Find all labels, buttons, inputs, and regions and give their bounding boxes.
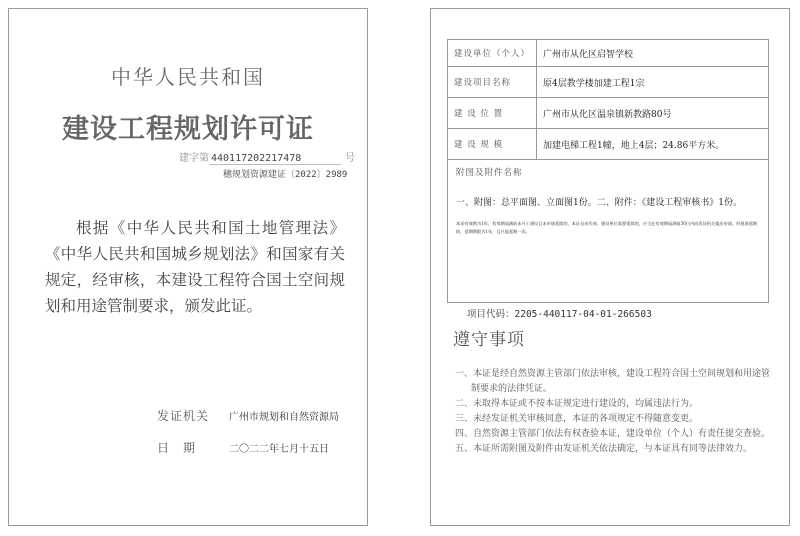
row-value: 原4层教学楼加建工程1宗 — [537, 67, 769, 98]
date-label: 日期 — [157, 441, 210, 455]
project-code-label: 项目代码： — [467, 309, 515, 320]
issue-date: 二〇二二年七月十五日 — [229, 444, 329, 455]
attachments-label: 附图及附件名称 — [456, 168, 523, 178]
number-suffix: 号 — [345, 153, 355, 164]
permit-cover-page — [8, 8, 368, 526]
issuer-label: 发证机关 — [157, 409, 210, 423]
notice-title: 遵守事项 — [453, 330, 525, 350]
declaration-text: 根据《中华人民共和国土地管理法》《中华人民共和国城乡规划法》和国家有关规定，经审核，本建设工程符合国土空间规划和用途管制要求，颁发此证。 — [45, 219, 345, 315]
attachments-cell — [448, 160, 769, 303]
row-value: 广州市从化区启智学校 — [537, 40, 769, 67]
project-info-table — [447, 39, 769, 303]
permit-detail-page — [430, 8, 790, 526]
table-row — [448, 67, 769, 98]
number-prefix: 建字第 — [179, 153, 209, 164]
attachments-note: 本证有效期为1年，有效期届满前未开工建设且未申请延续的，本证自动失效。建设单位需要延续的，应当在有效期届满前30日内向发证机关提出申请。经批准延期的，延期期限为1年，且只能延期一次。 — [456, 221, 758, 234]
list-item: 三、未经发证机关审核同意，本证的各项规定不得随意变更。 — [455, 414, 699, 424]
certificate-title: 建设工程规划许可证 — [62, 114, 314, 145]
list-item: 四、自然资源主管部门依法有权查验本证，建设单位（个人）有责任提交查验。 — [455, 429, 771, 439]
notice-rules-list — [455, 367, 771, 457]
attachments-text: 一、附图：总平面图、立面图1份。二、附件：《建设工程审核书》1份。 — [456, 198, 742, 208]
table-row — [448, 129, 769, 160]
row-value: 加建电梯工程1幢，地上4层；24.86平方米。 — [537, 129, 769, 160]
project-code-line — [467, 306, 652, 320]
table-row — [448, 98, 769, 129]
certificate-reference: 穗规划资源建证〔2022〕2989 — [223, 170, 348, 180]
row-label: 建 设 位 置 — [448, 98, 537, 129]
row-label: 建设单位（个人） — [448, 40, 537, 67]
row-label: 建设项目名称 — [448, 67, 537, 98]
country-name: 中华人民共和国 — [111, 65, 265, 89]
attachments-row — [448, 160, 769, 303]
issuer-name: 广州市规划和自然资源局 — [229, 412, 339, 423]
row-label: 建 设 规 模 — [448, 129, 537, 160]
row-value: 广州市从化区温泉镇新教路80号 — [537, 98, 769, 129]
certificate-number: 440117202217478 — [209, 153, 341, 165]
project-code: 2205-440117-04-01-266503 — [514, 309, 652, 320]
list-item: 五、本证所需附图及附件由发证机关依法确定，与本证具有同等法律效力。 — [455, 444, 753, 454]
list-item: 一、本证是经自然资源主管部门依法审核，建设工程符合国土空间规划和用途管制要求的法律凭证。 — [455, 369, 771, 394]
table-row — [448, 40, 769, 67]
certificate-number-line — [179, 149, 355, 165]
list-item: 二、未取得本证或不按本证规定进行建设的，均属违法行为。 — [455, 399, 699, 409]
